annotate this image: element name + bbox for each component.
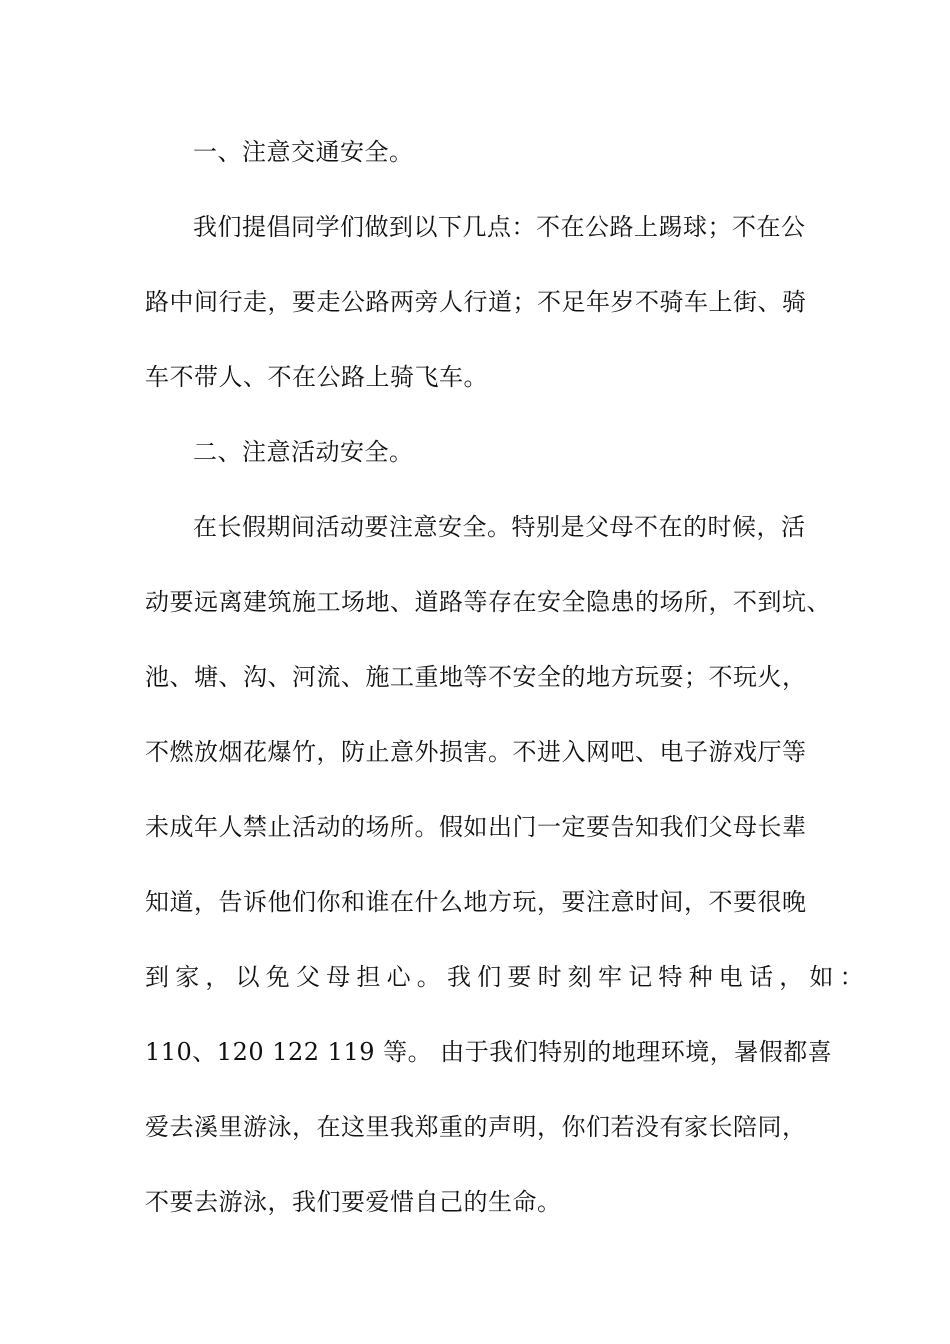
paragraph-line: 爱去溪里游泳，在这里我郑重的声明，你们若没有家长陪同， [145, 1113, 807, 1141]
paragraph-line: 路中间行走，要走公路两旁人行道；不足年岁不骑车上街、骑 [145, 288, 807, 316]
paragraph-line: 我们提倡同学们做到以下几点：不在公路上踢球；不在公 [193, 213, 806, 241]
paragraph-line: 不要去游泳，我们要爱惜自己的生命。 [145, 1188, 562, 1216]
paragraph-line: 110、120 122 119 等。 由于我们特别的地理环境，暑假都喜 [145, 1038, 833, 1066]
heading-activity-safety: 二、注意活动安全。 [193, 438, 414, 466]
paragraph-line: 车不带人、不在公路上骑飞车。 [145, 363, 488, 391]
paragraph-line: 在长假期间活动要注意安全。特别是父母不在的时候，活 [193, 513, 806, 541]
heading-traffic-safety: 一、注意交通安全。 [193, 138, 414, 166]
paragraph-line: 动要远离建筑施工场地、道路等存在安全隐患的场所，不到坑、 [145, 588, 831, 616]
paragraph-line: 到家，以免父母担心。我们要时刻牢记特种电话，如： [145, 963, 870, 991]
paragraph-line: 知道，告诉他们你和谁在什么地方玩，要注意时间，不要很晚 [145, 888, 807, 916]
paragraph-line: 不燃放烟花爆竹，防止意外损害。不进入网吧、电子游戏厅等 [145, 738, 807, 766]
paragraph-line: 未成年人禁止活动的场所。假如出门一定要告知我们父母长辈 [145, 813, 807, 841]
paragraph-line: 池、塘、沟、河流、施工重地等不安全的地方玩耍；不玩火， [145, 663, 807, 691]
